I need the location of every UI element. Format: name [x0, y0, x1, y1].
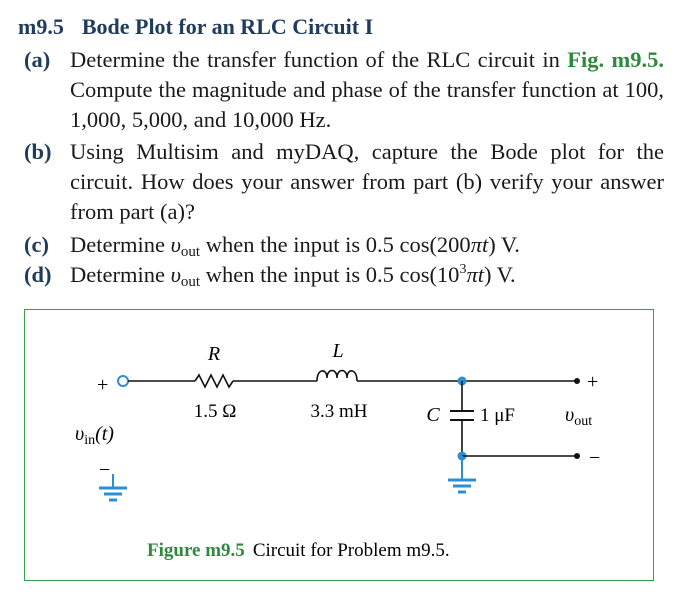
ground-icon [99, 488, 127, 500]
problem-heading [18, 14, 373, 40]
part-b-label: (b) [24, 139, 52, 164]
figure-caption-text: Circuit for Problem m9.5. [252, 540, 450, 561]
figure-frame [24, 309, 654, 581]
figure-caption-label: Figure m9.5 [147, 540, 245, 561]
figure-caption [147, 540, 450, 561]
part-d-label: (d) [24, 262, 52, 287]
part-b [24, 137, 664, 227]
part-a-label: (a) [24, 47, 51, 72]
part-b-text: Using Multisim and myDAQ, capture the Bode plot for the circuit. How does your answer from part (b) verify your answer from part (a)? [70, 139, 664, 224]
inductor-label: L [332, 340, 344, 362]
input-voltage-label: $\upsilon_{in}(t)$ [75, 423, 114, 448]
inductor-value: 3.3 mH [310, 401, 368, 422]
output-voltage-label: $\upsilon_{out}$ [565, 404, 593, 429]
part-d-text: Determine υout when the input is 0.5 $\cos(10^3\pi t)$ V. [70, 262, 516, 290]
part-a [24, 45, 664, 135]
problem-number: m9.5 [18, 14, 64, 39]
part-c [24, 230, 664, 263]
output-minus-sign: − [589, 447, 601, 469]
figure-reference-link[interactable]: Fig. m9.5. [567, 47, 664, 72]
resistor-symbol [195, 375, 233, 387]
part-d [24, 260, 664, 294]
input-plus-sign: + [97, 374, 109, 396]
part-c-label: (c) [24, 232, 49, 257]
input-terminal [118, 376, 128, 386]
inductor-symbol [317, 371, 357, 382]
part-a-text: Determine the transfer function of the RLC circuit in Fig. m9.5. Compute the magnitude and phase of the transfer function at 100, 1,000, 5,000, and 10,000 Hz. [70, 47, 664, 132]
vout-symbol: υ [170, 232, 181, 257]
circuit-diagram [25, 310, 655, 582]
input-minus-sign: − [99, 459, 111, 481]
output-plus-sign: + [587, 371, 599, 393]
problem-title: Bode Plot for an RLC Circuit I [81, 14, 374, 39]
resistor-label: R [207, 343, 221, 365]
vout-symbol: υ [170, 262, 181, 287]
output-terminal-plus [574, 378, 580, 384]
output-terminal-minus [574, 453, 580, 459]
ground-icon [448, 480, 476, 492]
resistor-value: 1.5 Ω [193, 401, 237, 422]
capacitor-label: C [426, 404, 440, 426]
capacitor-value: 1 μF [480, 405, 516, 426]
part-c-text: Determine υout when the input is 0.5 cos(200πt) V. [70, 232, 520, 260]
